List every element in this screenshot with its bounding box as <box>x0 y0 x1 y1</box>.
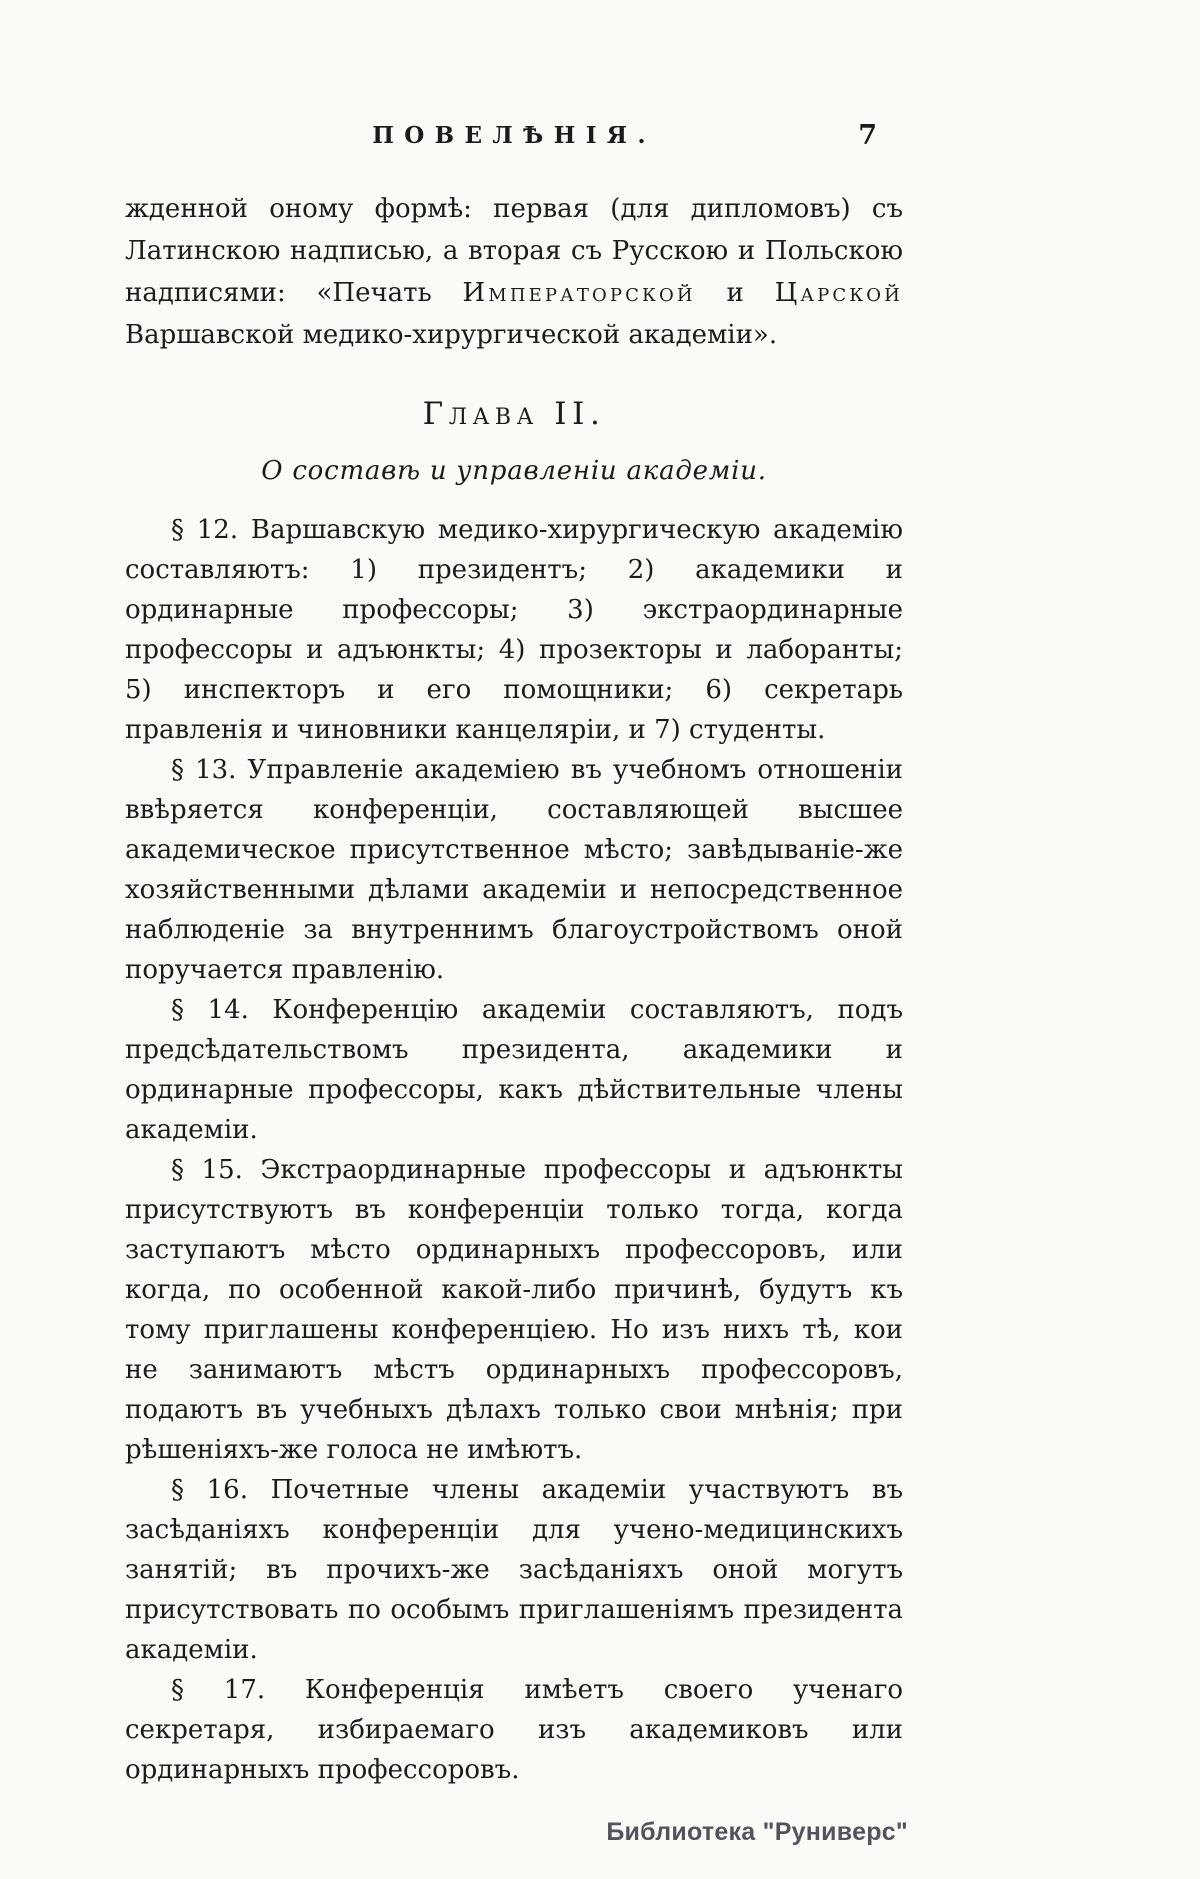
chapter-subtitle: О составѣ и управленіи академіи. <box>261 456 767 486</box>
intro-emphasis-imperial: Императорской <box>462 278 696 308</box>
intro-text-3: Варшавской медико-хирургической академіи». <box>125 320 778 350</box>
intro-text-2: и <box>695 278 775 308</box>
intro-text-1: жденной оному формѣ: первая (для дипломовъ) съ Латинскою надписью, а вторая съ Русскою и Польскою надписями: «Печать <box>125 194 903 308</box>
paragraph-section-12: § 12. Варшавскую медико-хирургическую академію составляютъ: 1) президентъ; 2) академики и ординарные профессоры; 3) экстраординарные профессоры и адъюнкты; 4) прозекторы и лаборанты; 5) инспекторъ и его помощники; 6) секретарь правленія и чиновники канцеляріи, и 7) студенты. <box>125 515 903 745</box>
paragraph-section-15: § 15. Экстраординарные профессоры и адъюнкты присутствуютъ въ конференціи только тогда, когда заступаютъ мѣсто ординарныхъ профессоровъ, или когда, по особенной какой-либо причинѣ, будутъ къ тому приглашены конференціею. Но изъ нихъ тѣ, кои не занимаютъ мѣстъ ординарныхъ профессоровъ, подаютъ въ учебныхъ дѣлахъ только свои мнѣнія; при рѣшеніяхъ-же голоса не имѣютъ. <box>125 1155 903 1465</box>
paragraph-section-13: § 13. Управленіе академіею въ учебномъ отношеніи ввѣряется конференціи, составляющей высшее академическое присутственное мѣсто; завѣдываніе-же хозяйственными дѣлами академіи и непосредственное наблюденіе за внутреннимъ благоустройствомъ оной поручается правленію. <box>125 755 903 985</box>
page-number: 7 <box>858 120 877 151</box>
paragraph-section-14: § 14. Конференцію академіи составляютъ, подъ предсѣдательствомъ президента, академики и ординарные профессоры, какъ дѣйствительные члены академіи. <box>125 995 903 1145</box>
intro-paragraph <box>125 188 903 356</box>
book-page <box>125 122 903 1790</box>
paragraph-section-17: § 17. Конференція имѣетъ своего ученаго секретаря, избираемаго изъ академиковъ или ординарныхъ профессоровъ. <box>125 1675 903 1785</box>
paragraph-section-16: § 16. Почетные члены академіи участвуютъ въ засѣданіяхъ конференціи для учено-медицинскихъ занятій; въ прочихъ-же засѣданіяхъ оной могутъ присутствовать по особымъ приглашеніямъ президента академіи. <box>125 1475 903 1665</box>
chapter-heading: Глава II. <box>422 396 606 432</box>
running-header <box>125 122 903 156</box>
body-paragraphs <box>125 510 903 1790</box>
running-title: ПОВЕЛѢНІЯ. <box>372 122 656 149</box>
intro-emphasis-tsar: Царской <box>774 278 903 308</box>
library-watermark: Библиотека "Руниверс" <box>606 1818 908 1846</box>
